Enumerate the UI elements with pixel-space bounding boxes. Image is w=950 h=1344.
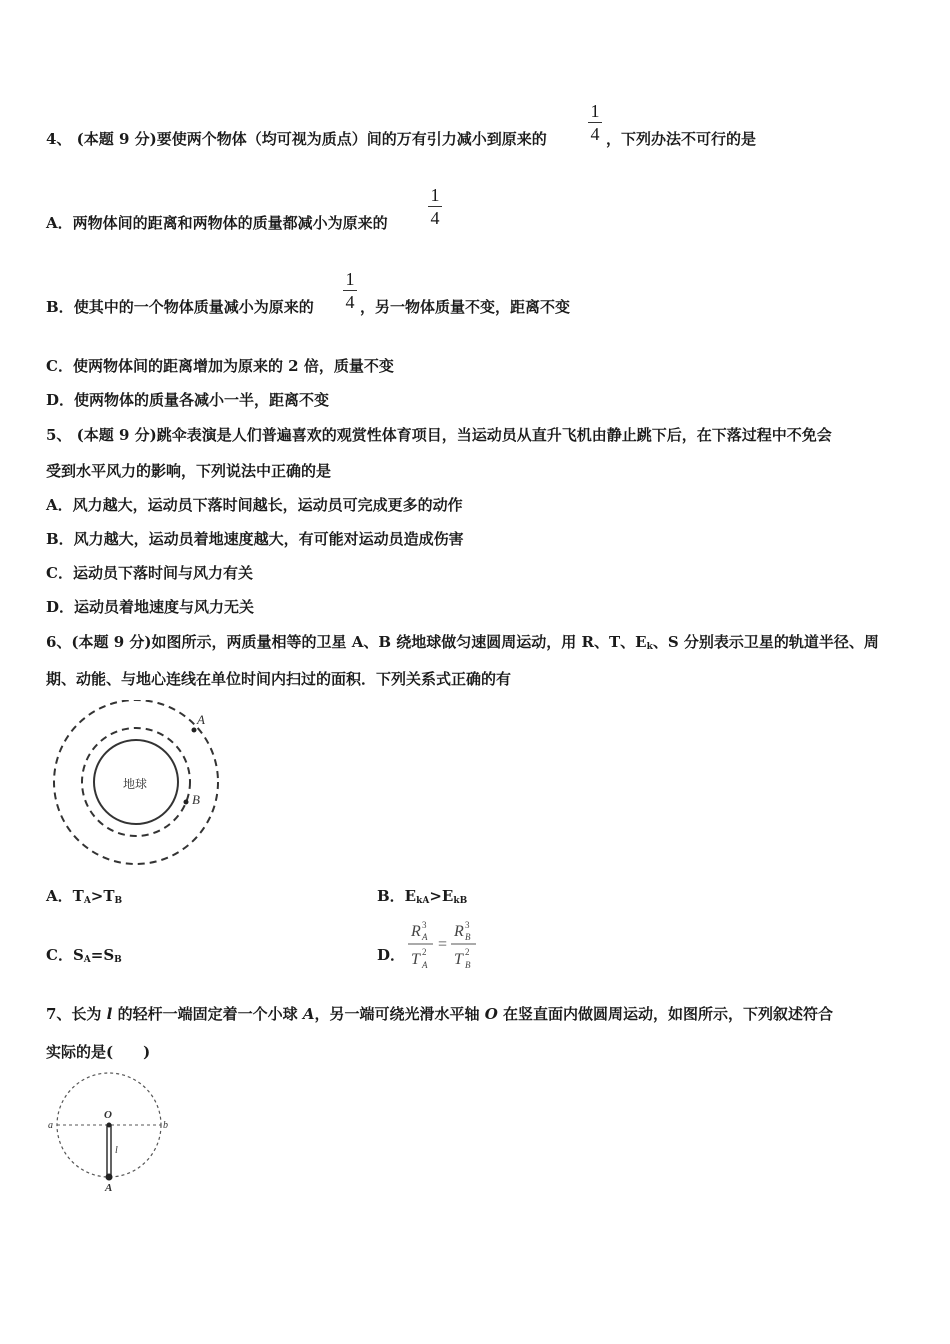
- satellite-b-label: B: [192, 792, 200, 807]
- satellite-orbit-figure: [50, 700, 225, 870]
- rod-rotation-figure: [44, 1068, 176, 1196]
- q7-stem-var: A: [302, 1005, 315, 1023]
- label-ball: A: [105, 1182, 113, 1194]
- q5-option-d: D．运动员着地速度与风力无关: [46, 598, 255, 616]
- fraction-numerator: 1: [590, 101, 600, 121]
- q4-stem-fraction: [588, 101, 602, 144]
- satellite-a-label: A: [197, 712, 205, 727]
- subscript: kA: [416, 896, 430, 906]
- pivot-o: [107, 1123, 112, 1128]
- label-o: O: [104, 1109, 112, 1121]
- q7-stem-text: 的轻杆一端固定着一个小球: [112, 1005, 303, 1023]
- subscript: B: [114, 955, 122, 965]
- q6-stem-line1: [46, 631, 879, 652]
- label-a-point: a: [48, 1120, 53, 1131]
- option-text: =S: [90, 946, 115, 964]
- q4-option-a-fraction: [428, 185, 442, 228]
- q7-stem-text: 在竖直面内做圆周运动，如图所示，下列叙述符合: [497, 1005, 834, 1023]
- formula-subscript: A: [422, 932, 428, 942]
- option-text: >T: [90, 887, 115, 905]
- formula-r: R: [454, 923, 464, 940]
- option-label: B．: [46, 298, 74, 316]
- formula-subscript: B: [465, 960, 471, 970]
- option-text: 使其中的一个物体质量减小为原来的: [73, 298, 314, 316]
- formula-exponent: 2: [465, 947, 470, 957]
- earth-label: 地球: [123, 777, 148, 791]
- q4-option-b-fraction: [343, 269, 357, 312]
- subscript: B: [114, 896, 123, 906]
- q7-stem-text: 7、长为: [46, 1005, 107, 1023]
- formula-r: R: [411, 923, 421, 940]
- option-label: C．: [46, 357, 73, 375]
- q5-option-c: C．运动员下落时间与风力有关: [46, 564, 253, 582]
- q6-stem-text: 6、(本题 9 分)如图所示，两质量相等的卫星 A、B 绕地球做匀速圆周运动，用 R、T、E: [46, 633, 647, 651]
- option-text: 使两物体间的距离增加为原来的 2 倍，质量不变: [72, 357, 394, 375]
- fraction-numerator: 1: [345, 269, 355, 289]
- formula-subscript: B: [465, 932, 471, 942]
- formula-t: T: [411, 951, 420, 968]
- label-length: l: [115, 1145, 118, 1156]
- q5-option-a: A．风力越大，运动员下落时间越长，运动员可完成更多的动作: [46, 496, 463, 514]
- option-text: A．T: [46, 887, 84, 905]
- formula-equals: =: [438, 936, 448, 953]
- q5-option-b: B．风力越大，运动员着地速度越大，有可能对运动员造成伤害: [46, 530, 464, 548]
- q6-option-a: [46, 885, 122, 906]
- q6-option-d-formula: [405, 918, 485, 972]
- fraction-denominator: 4: [345, 292, 355, 312]
- satellite-b-dot: [184, 800, 189, 805]
- q6-option-b: [377, 885, 467, 906]
- q4-stem-tail: ，下列办法不可行的是: [606, 130, 757, 148]
- fraction-denominator: 4: [590, 124, 600, 144]
- formula-subscript: A: [422, 960, 428, 970]
- ball-a: [106, 1174, 113, 1181]
- q7-stem-line2: 实际的是( ): [46, 1043, 151, 1061]
- rod: [107, 1125, 111, 1177]
- q6-option-d-label: D．: [377, 946, 406, 964]
- option-text: B．E: [377, 887, 417, 905]
- subscript: k: [646, 642, 653, 652]
- q4-option-d: [46, 389, 329, 410]
- subscript: A: [83, 955, 91, 965]
- q7-stem-var: O: [484, 1005, 498, 1023]
- formula-exponent: 2: [422, 947, 427, 957]
- subscript: kB: [453, 896, 468, 906]
- q4-option-b-tail: ，另一物体质量不变，距离不变: [360, 298, 571, 316]
- q4-stem-text: 4、 (本题 9 分)要使两个物体（均可视为质点）间的万有引力减小到原来的: [46, 130, 547, 148]
- q4-option-b: [46, 296, 314, 317]
- fraction-numerator: 1: [430, 185, 440, 205]
- option-text: 使两物体的质量各减小一半，距离不变: [74, 391, 330, 409]
- fraction-denominator: 4: [430, 208, 440, 228]
- q4-option-c: [46, 355, 394, 376]
- q7-stem-var: l: [106, 1005, 113, 1023]
- subscript: A: [83, 896, 91, 906]
- q7-stem-text: ，另一端可绕光滑水平轴: [314, 1005, 485, 1023]
- option-label: A．: [46, 214, 73, 232]
- formula-t: T: [454, 951, 463, 968]
- q5-stem-line2: 受到水平风力的影响，下列说法中正确的是: [46, 462, 332, 480]
- q6-stem-line2: 期、动能、与地心连线在单位时间内扫过的面积．下列关系式正确的有: [46, 670, 512, 688]
- option-text: >E: [429, 887, 454, 905]
- label-b-point: b: [163, 1120, 168, 1131]
- formula-exponent: 3: [422, 920, 427, 930]
- q5-stem-line1: 5、 (本题 9 分)跳伞表演是人们普遍喜欢的观赏性体育项目，当运动员从直升飞机由静止跳下后，在下落过程中不免会: [46, 426, 832, 444]
- q6-stem-text-b: 、S 分别表示卫星的轨道半径、周: [652, 633, 879, 651]
- formula-exponent: 3: [465, 920, 470, 930]
- option-text: C．S: [46, 946, 84, 964]
- option-text: 两物体间的距离和两物体的质量都减小为原来的: [72, 214, 388, 232]
- satellite-a-dot: [192, 728, 197, 733]
- q6-option-c: [46, 944, 122, 965]
- q4-option-a: [46, 212, 388, 233]
- option-label: D．: [46, 391, 75, 409]
- q7-stem-line1: [46, 1003, 833, 1024]
- q4-stem: [46, 128, 547, 149]
